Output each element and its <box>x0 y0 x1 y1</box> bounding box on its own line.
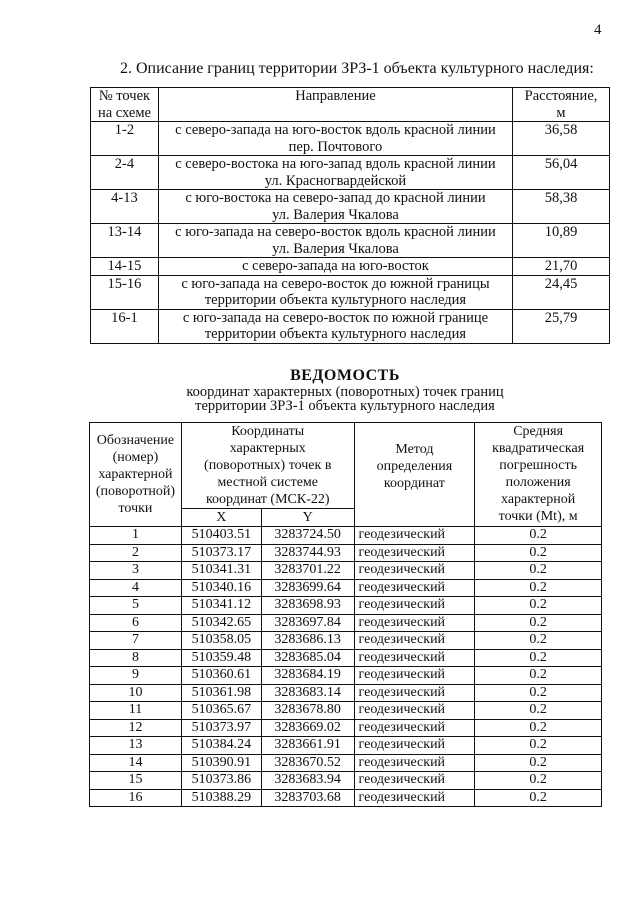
direction-line: ул. Валерия Чкалова <box>272 240 399 257</box>
x-coordinate-cell: 510373.86 <box>181 772 261 790</box>
vedomost-title: ВЕДОМОСТЬ <box>290 367 400 384</box>
table-row <box>90 527 602 545</box>
method-cell: геодезический <box>354 632 475 650</box>
table-row <box>90 562 602 580</box>
point-number-cell: 3 <box>90 562 182 580</box>
point-number-cell: 10 <box>90 684 182 702</box>
direction-cell <box>158 190 512 224</box>
x-coordinate-cell: 510359.48 <box>181 649 261 667</box>
error-cell: 0.2 <box>475 597 602 615</box>
point-number-cell: 4 <box>90 579 182 597</box>
header-line: Расстояние, <box>524 88 598 104</box>
direction-line: с юго-запада на северо-восток по южной границе <box>182 309 489 326</box>
x-coordinate-cell: 510340.16 <box>181 579 261 597</box>
error-cell: 0.2 <box>475 562 602 580</box>
header-line: Метод <box>395 442 434 457</box>
error-cell: 0.2 <box>475 579 602 597</box>
x-coordinate-cell: 510361.98 <box>181 684 261 702</box>
y-coordinate-cell: 3283703.68 <box>261 789 354 807</box>
y-coordinate-cell: 3283669.02 <box>261 719 354 737</box>
header-line: Обозначение <box>96 433 175 448</box>
direction-line: ул. Валерия Чкалова <box>272 206 399 223</box>
y-coordinate-cell: 3283701.22 <box>261 562 354 580</box>
header-line: координат (МСК-22) <box>205 492 330 507</box>
table-row <box>90 544 602 562</box>
error-cell: 0.2 <box>475 544 602 562</box>
direction-cell <box>158 122 512 156</box>
direction-line: пер. Почтового <box>288 138 383 155</box>
table-row <box>90 719 602 737</box>
header-line: точки (Mt), м <box>498 509 578 524</box>
direction-line: территории объекта культурного наследия <box>204 326 467 342</box>
error-cell: 0.2 <box>475 667 602 685</box>
table-header-row <box>90 423 602 509</box>
error-cell: 0.2 <box>475 772 602 790</box>
x-coordinate-cell: 510373.17 <box>181 544 261 562</box>
x-coordinate-cell: 510358.05 <box>181 632 261 650</box>
direction-line: ул. Красногвардейской <box>264 172 407 189</box>
x-coordinate-cell: 510390.91 <box>181 754 261 772</box>
direction-line: с северо-востока на юго-запад вдоль красной линии <box>175 156 496 172</box>
method-header <box>354 423 475 527</box>
table-row <box>90 702 602 720</box>
header-line: характерных <box>229 441 306 456</box>
y-coordinate-cell: 3283684.19 <box>261 667 354 685</box>
x-coordinate-cell: 510403.51 <box>181 527 261 545</box>
header-line: № точек <box>98 88 151 104</box>
table-row <box>90 772 602 790</box>
table-row <box>90 754 602 772</box>
header-line: Координаты <box>231 424 305 439</box>
y-coordinate-cell: 3283678.80 <box>261 702 354 720</box>
header-line: (поворотной) <box>95 484 176 499</box>
y-coordinate-cell: 3283683.94 <box>261 772 354 790</box>
direction-line: с северо-запада на юго-восток <box>242 258 429 274</box>
header-line: точки <box>118 501 153 516</box>
point-number-cell: 12 <box>90 719 182 737</box>
point-number-cell: 15 <box>90 772 182 790</box>
point-range-cell: 13-14 <box>91 224 159 258</box>
page-number: 4 <box>594 22 602 38</box>
table-row <box>91 275 610 309</box>
x-coordinate-cell: 510388.29 <box>181 789 261 807</box>
point-number-cell: 2 <box>90 544 182 562</box>
header-line: (номер) <box>112 450 159 465</box>
error-cell: 0.2 <box>475 684 602 702</box>
x-coordinate-cell: 510384.24 <box>181 737 261 755</box>
header-line: Направление <box>295 88 376 104</box>
table-row <box>91 190 610 224</box>
section-title: 2. Описание границ территории ЗРЗ-1 объекта культурного наследия: <box>120 60 594 77</box>
table-row <box>90 684 602 702</box>
table-row <box>90 579 602 597</box>
point-range-cell: 16-1 <box>91 309 159 343</box>
header-line: (поворотных) точек в <box>204 458 332 473</box>
distance-cell: 25,79 <box>513 309 610 343</box>
error-cell: 0.2 <box>475 719 602 737</box>
header-line: Средняя <box>513 424 564 439</box>
method-cell: геодезический <box>354 614 475 632</box>
table-row <box>91 224 610 258</box>
error-header <box>475 423 602 527</box>
point-number-cell: 13 <box>90 737 182 755</box>
direction-cell <box>158 275 512 309</box>
y-coordinate-cell: 3283724.50 <box>261 527 354 545</box>
method-cell: геодезический <box>354 772 475 790</box>
error-cell: 0.2 <box>475 632 602 650</box>
boundary-description-table <box>90 87 610 344</box>
designation-header <box>90 423 182 527</box>
point-range-cell: 14-15 <box>91 258 159 276</box>
header-line: м <box>556 104 566 121</box>
table-row <box>90 789 602 807</box>
table-row <box>90 667 602 685</box>
direction-line: с юго-востока на северо-запад до красной линии <box>185 190 486 206</box>
point-number-cell: 8 <box>90 649 182 667</box>
table-row <box>91 156 610 190</box>
method-cell: геодезический <box>354 667 475 685</box>
point-range-cell: 1-2 <box>91 122 159 156</box>
y-coordinate-cell: 3283685.04 <box>261 649 354 667</box>
y-coordinate-cell: 3283697.84 <box>261 614 354 632</box>
point-number-cell: 7 <box>90 632 182 650</box>
y-coordinate-cell: 3283699.64 <box>261 579 354 597</box>
method-cell: геодезический <box>354 562 475 580</box>
direction-line: с юго-запада на северо-восток до южной границы <box>181 275 490 292</box>
direction-line: с юго-запада на северо-восток вдоль красной линии <box>175 224 496 240</box>
table-row <box>90 737 602 755</box>
y-coordinate-cell: 3283670.52 <box>261 754 354 772</box>
error-cell: 0.2 <box>475 702 602 720</box>
method-cell: геодезический <box>354 579 475 597</box>
x-coordinate-cell: 510341.31 <box>181 562 261 580</box>
error-cell: 0.2 <box>475 789 602 807</box>
method-cell: геодезический <box>354 527 475 545</box>
header-line: определения <box>376 459 453 474</box>
table-row <box>90 597 602 615</box>
y-header: Y <box>261 509 354 527</box>
distance-header <box>513 88 610 122</box>
error-cell: 0.2 <box>475 649 602 667</box>
distance-cell: 21,70 <box>513 258 610 276</box>
table-row <box>91 122 610 156</box>
table-row <box>91 258 610 276</box>
header-line: положения <box>505 475 571 490</box>
method-cell: геодезический <box>354 597 475 615</box>
method-cell: геодезический <box>354 649 475 667</box>
vedomost-subtitle: территории ЗРЗ-1 объекта культурного наследия <box>195 398 495 414</box>
point-number-cell: 9 <box>90 667 182 685</box>
header-line: характерной <box>501 492 576 507</box>
method-cell: геодезический <box>354 702 475 720</box>
header-line: характерной <box>98 467 173 482</box>
distance-cell: 24,45 <box>513 275 610 309</box>
distance-cell: 10,89 <box>513 224 610 258</box>
vedomost-subtitle: координат характерных (поворотных) точек границ <box>186 384 504 400</box>
table-header-row <box>91 88 610 122</box>
point-range-cell: 4-13 <box>91 190 159 224</box>
y-coordinate-cell: 3283686.13 <box>261 632 354 650</box>
coordinates-table <box>89 422 602 807</box>
point-number-cell: 1 <box>90 527 182 545</box>
method-cell: геодезический <box>354 684 475 702</box>
method-cell: геодезический <box>354 737 475 755</box>
method-cell: геодезический <box>354 754 475 772</box>
method-cell: геодезический <box>354 544 475 562</box>
distance-cell: 56,04 <box>513 156 610 190</box>
coordinates-header <box>181 423 354 509</box>
y-coordinate-cell: 3283698.93 <box>261 597 354 615</box>
direction-line: с северо-запада на юго-восток вдоль красной линии <box>175 122 496 138</box>
direction-cell <box>158 224 512 258</box>
x-coordinate-cell: 510365.67 <box>181 702 261 720</box>
x-coordinate-cell: 510341.12 <box>181 597 261 615</box>
point-range-cell: 15-16 <box>91 275 159 309</box>
header-line: координат <box>383 476 445 491</box>
x-header: X <box>181 509 261 527</box>
direction-cell <box>158 309 512 343</box>
error-cell: 0.2 <box>475 614 602 632</box>
distance-cell: 36,58 <box>513 122 610 156</box>
point-number-cell: 14 <box>90 754 182 772</box>
x-coordinate-cell: 510373.97 <box>181 719 261 737</box>
method-cell: геодезический <box>354 719 475 737</box>
table-row <box>90 614 602 632</box>
point-number-cell: 11 <box>90 702 182 720</box>
y-coordinate-cell: 3283661.91 <box>261 737 354 755</box>
point-number-header <box>91 88 159 122</box>
method-cell: геодезический <box>354 789 475 807</box>
direction-cell <box>158 258 512 276</box>
point-number-cell: 16 <box>90 789 182 807</box>
error-cell: 0.2 <box>475 754 602 772</box>
x-coordinate-cell: 510360.61 <box>181 667 261 685</box>
distance-cell: 58,38 <box>513 190 610 224</box>
point-number-cell: 5 <box>90 597 182 615</box>
header-line: местной системе <box>217 475 319 490</box>
direction-line: территории объекта культурного наследия <box>204 292 467 308</box>
error-cell: 0.2 <box>475 527 602 545</box>
header-line: погрешность <box>499 458 578 473</box>
table-row <box>90 649 602 667</box>
error-cell: 0.2 <box>475 737 602 755</box>
point-number-cell: 6 <box>90 614 182 632</box>
direction-cell <box>158 156 512 190</box>
y-coordinate-cell: 3283744.93 <box>261 544 354 562</box>
x-coordinate-cell: 510342.65 <box>181 614 261 632</box>
header-line: на схеме <box>97 104 151 121</box>
y-coordinate-cell: 3283683.14 <box>261 684 354 702</box>
table-row <box>90 632 602 650</box>
header-line: квадратическая <box>492 441 585 456</box>
direction-header <box>158 88 512 122</box>
point-range-cell: 2-4 <box>91 156 159 190</box>
table-row <box>91 309 610 343</box>
